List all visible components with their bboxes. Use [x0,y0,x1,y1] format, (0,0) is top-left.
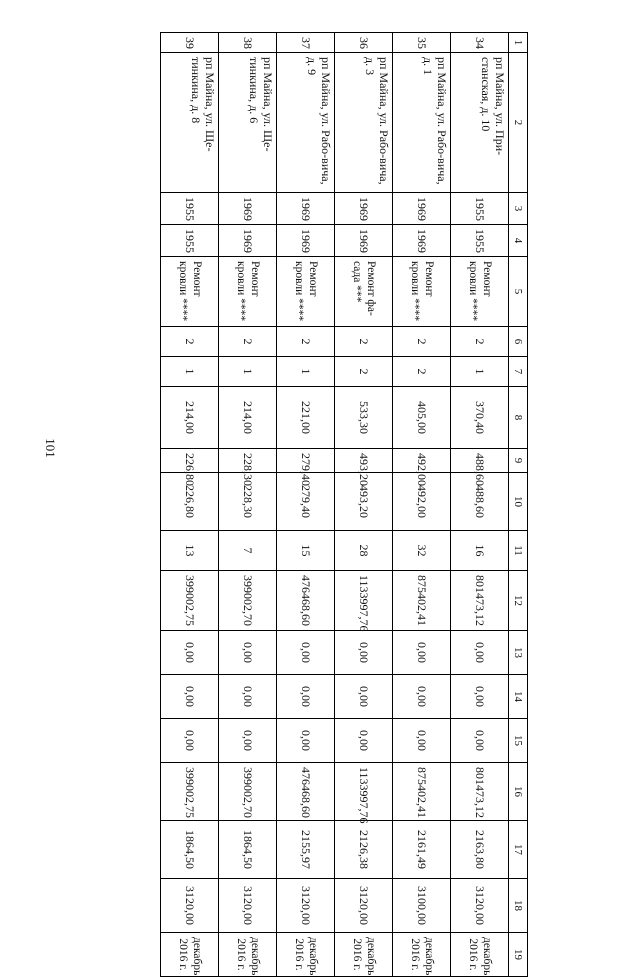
table-cell-address: рп Майна, ул. Рабо-вича, д. 3 [335,53,393,193]
table-cell-work: Ремонт кровли **** [451,257,509,327]
column-number-row [509,33,528,977]
table-cell-year1: 1969 [277,193,335,225]
table-row [277,33,335,977]
table-cell-c11: 7 [219,531,277,571]
table-cell-c19: декабрь 2016 г. [219,933,277,977]
table-cell-no: 38 [219,33,277,53]
table-cell-c19: декабрь 2016 г. [393,933,451,977]
table-cell-no: 39 [161,33,219,53]
column-number: 17 [509,821,528,879]
table-cell-c12: 801473,12 [451,571,509,631]
table-cell-c15: 0,00 [335,719,393,763]
table-cell-c14: 0,00 [451,675,509,719]
table-cell-c15: 0,00 [161,719,219,763]
table-cell-year2: 1969 [219,225,277,257]
table-cell-no: 37 [277,33,335,53]
table-cell-year1: 1955 [161,193,219,225]
table-cell-year2: 1955 [161,225,219,257]
table-cell-c13: 0,00 [161,631,219,675]
table-cell-c18: 3120,00 [219,879,277,933]
table-cell-c9: 492,00 [393,449,451,473]
table-cell-address: рп Майна, ул. Рабо-вича, д. 9 [277,53,335,193]
table-cell-year2: 1969 [335,225,393,257]
table-cell-c9: 228,30 [219,449,277,473]
table-cell-c15: 0,00 [393,719,451,763]
column-number: 9 [509,449,528,473]
table-cell-c8: 214,00 [219,387,277,449]
table-cell-c6: 2 [161,327,219,357]
table-cell-c6: 2 [277,327,335,357]
table-cell-c10: 488,60 [451,473,509,531]
table-cell-c14: 0,00 [219,675,277,719]
table-cell-c10: 493,20 [335,473,393,531]
table-cell-c18: 3120,00 [335,879,393,933]
table-cell-address: рп Майна, ул. При-станская, д. 10 [451,53,509,193]
table-cell-c7: 2 [393,357,451,387]
table-cell-c12: 399002,75 [161,571,219,631]
table-cell-year2: 1955 [451,225,509,257]
table-row [451,33,509,977]
column-number: 10 [509,473,528,531]
table-cell-year2: 1969 [277,225,335,257]
table-cell-c16: 399002,75 [161,763,219,821]
table-cell-c16: 399002,70 [219,763,277,821]
table-cell-c8: 370,40 [451,387,509,449]
table-cell-year1: 1969 [393,193,451,225]
table-cell-c9: 226,80 [161,449,219,473]
table-cell-c18: 3120,00 [277,879,335,933]
table-cell-c11: 13 [161,531,219,571]
table-cell-c19: декабрь 2016 г. [451,933,509,977]
table-cell-c17: 2161,49 [393,821,451,879]
table-cell-no: 36 [335,33,393,53]
column-number: 11 [509,531,528,571]
table-cell-c16: 1133997,76 [335,763,393,821]
column-number: 4 [509,225,528,257]
table-cell-c16: 875402,41 [393,763,451,821]
table-cell-year2: 1969 [393,225,451,257]
table-cell-c7: 2 [335,357,393,387]
column-number: 19 [509,933,528,977]
table-cell-c18: 3120,00 [451,879,509,933]
table-row [219,33,277,977]
table-cell-address: рп Майна, ул. Ще-тинкина, д. 8 [161,53,219,193]
table-cell-c11: 16 [451,531,509,571]
table-cell-c9: 279,40 [277,449,335,473]
table-cell-c18: 3120,00 [161,879,219,933]
column-number: 14 [509,675,528,719]
table-cell-no: 35 [393,33,451,53]
table-body [161,33,509,977]
table-cell-c14: 0,00 [335,675,393,719]
table-cell-c18: 3100,00 [393,879,451,933]
table-cell-c14: 0,00 [277,675,335,719]
table-cell-c17: 1864,50 [219,821,277,879]
column-number: 18 [509,879,528,933]
table-cell-c16: 476468,60 [277,763,335,821]
table-container [90,32,528,976]
table-cell-c8: 221,00 [277,387,335,449]
column-number: 5 [509,257,528,327]
column-number: 15 [509,719,528,763]
table-cell-c6: 2 [335,327,393,357]
table-cell-c13: 0,00 [277,631,335,675]
table-cell-work: Ремонт кровли **** [277,257,335,327]
table-cell-c19: декабрь 2016 г. [335,933,393,977]
table-cell-work: Ремонт кровли **** [393,257,451,327]
column-number: 1 [509,33,528,53]
table-cell-c12: 399002,70 [219,571,277,631]
table-cell-c6: 2 [393,327,451,357]
table-cell-c10: 226,80 [161,473,219,531]
table-cell-c9: 493,20 [335,449,393,473]
column-number: 16 [509,763,528,821]
table-cell-c10: 228,30 [219,473,277,531]
table-cell-c13: 0,00 [219,631,277,675]
table-cell-address: рп Майна, ул. Ще-тинкина, д. 6 [219,53,277,193]
table-cell-year1: 1955 [451,193,509,225]
table-cell-c8: 405,00 [393,387,451,449]
table-cell-c15: 0,00 [451,719,509,763]
table-cell-c10: 492,00 [393,473,451,531]
table-cell-c7: 1 [277,357,335,387]
table-cell-work: Ремонт кровли **** [219,257,277,327]
table-cell-c12: 1133997,76 [335,571,393,631]
table-cell-c13: 0,00 [393,631,451,675]
table-cell-c11: 32 [393,531,451,571]
table-cell-address: рп Майна, ул. Рабо-вича, д. 1 [393,53,451,193]
table-cell-c6: 2 [219,327,277,357]
table-cell-c17: 2155,97 [277,821,335,879]
table-cell-c11: 28 [335,531,393,571]
data-table [160,32,528,977]
table-cell-year1: 1969 [335,193,393,225]
page-number: 101 [42,438,58,458]
table-cell-c7: 1 [161,357,219,387]
table-cell-c15: 0,00 [219,719,277,763]
table-row [161,33,219,977]
table-row [335,33,393,977]
table-cell-c6: 2 [451,327,509,357]
table-cell-c17: 1864,50 [161,821,219,879]
table-cell-no: 34 [451,33,509,53]
table-cell-work: Ремонт фа-сада *** [335,257,393,327]
table-cell-c17: 2163,80 [451,821,509,879]
column-number: 12 [509,571,528,631]
table-cell-c12: 875402,41 [393,571,451,631]
table-cell-c17: 2126,38 [335,821,393,879]
table-cell-c8: 214,00 [161,387,219,449]
table-cell-c14: 0,00 [393,675,451,719]
column-number: 13 [509,631,528,675]
table-cell-c7: 1 [451,357,509,387]
column-number: 3 [509,193,528,225]
column-number: 2 [509,53,528,193]
table-cell-c12: 476468,60 [277,571,335,631]
table-cell-c19: декабрь 2016 г. [277,933,335,977]
table-cell-c13: 0,00 [451,631,509,675]
table-cell-work: Ремонт кровли **** [161,257,219,327]
column-number: 8 [509,387,528,449]
table-cell-c14: 0,00 [161,675,219,719]
table-cell-year1: 1969 [219,193,277,225]
column-number: 7 [509,357,528,387]
table-cell-c19: декабрь 2016 г. [161,933,219,977]
table-cell-c8: 533,30 [335,387,393,449]
table-cell-c10: 279,40 [277,473,335,531]
table-cell-c7: 1 [219,357,277,387]
table-cell-c11: 15 [277,531,335,571]
table-cell-c13: 0,00 [335,631,393,675]
table-row [393,33,451,977]
table-cell-c16: 801473,12 [451,763,509,821]
table-cell-c9: 488,60 [451,449,509,473]
table-cell-c15: 0,00 [277,719,335,763]
column-number: 6 [509,327,528,357]
